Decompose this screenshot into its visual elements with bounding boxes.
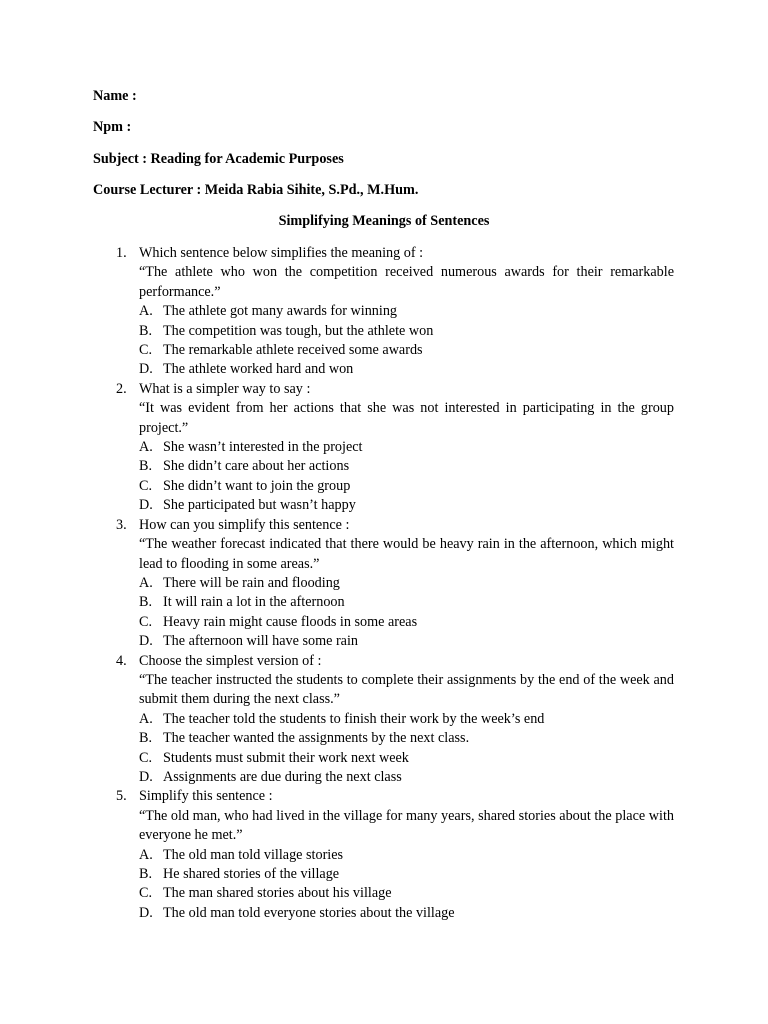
option-list	[139, 574, 674, 652]
student-npm-label: Npm :	[93, 119, 132, 135]
option-text: There will be rain and flooding	[163, 574, 340, 591]
option-b	[139, 593, 674, 612]
question-item	[0, 244, 674, 380]
option-letter: D.	[139, 904, 153, 921]
option-c	[139, 749, 674, 768]
option-letter: C.	[139, 342, 153, 359]
option-b	[139, 729, 674, 748]
option-letter: A.	[139, 574, 153, 591]
option-d	[139, 904, 674, 923]
option-text: The teacher wanted the assignments by the next class.	[163, 730, 470, 747]
question-prompt: Which sentence below simplifies the meaning of :	[139, 245, 424, 261]
option-letter: A.	[139, 303, 153, 320]
question-number: 5.	[116, 788, 127, 805]
option-text: The old man told village stories	[163, 846, 344, 863]
option-text: She didn’t want to join the group	[163, 477, 351, 494]
question-quote: “The athlete who won the competition received numerous awards for their remarkable performance.”	[139, 264, 674, 300]
question-number: 2.	[116, 380, 127, 397]
option-text: The competition was tough, but the athlete won	[163, 322, 434, 339]
course-lecturer-label: Course Lecturer : Meida Rabia Sihite, S.Pd., M.Hum.	[93, 182, 419, 198]
option-d	[139, 360, 674, 379]
option-letter: A.	[139, 710, 153, 727]
option-letter: C.	[139, 749, 153, 766]
option-a	[139, 710, 674, 729]
option-text: Assignments are due during the next class	[163, 768, 402, 785]
option-letter: D.	[139, 361, 153, 378]
question-prompt: Choose the simplest version of :	[139, 652, 322, 669]
option-text: The athlete worked hard and won	[163, 361, 354, 378]
option-a	[139, 438, 674, 457]
question-item	[0, 516, 674, 652]
option-letter: C.	[139, 885, 153, 902]
option-text: He shared stories of the village	[163, 866, 340, 882]
option-text: The teacher told the students to finish their work by the week’s end	[163, 710, 545, 727]
option-a	[139, 846, 674, 865]
question-item	[0, 652, 674, 788]
option-letter: A.	[139, 439, 153, 456]
option-text: It will rain a lot in the afternoon	[163, 594, 345, 611]
option-text: Students must submit their work next week	[163, 749, 409, 766]
question-number: 1.	[116, 245, 127, 261]
option-letter: D.	[139, 768, 153, 785]
subject-label: Subject : Reading for Academic Purposes	[93, 151, 344, 167]
option-c	[139, 884, 674, 903]
option-letter: B.	[139, 866, 153, 882]
option-list	[139, 438, 674, 516]
option-text: The old man told everyone stories about the village	[163, 904, 455, 921]
option-letter: B.	[139, 322, 153, 339]
option-list	[139, 846, 674, 924]
option-b	[139, 457, 674, 476]
question-number: 4.	[116, 652, 127, 669]
option-letter: D.	[139, 633, 153, 650]
option-letter: B.	[139, 730, 153, 747]
option-text: The athlete got many awards for winning	[163, 303, 398, 320]
option-letter: B.	[139, 458, 153, 475]
option-letter: D.	[139, 497, 153, 514]
option-list	[139, 710, 674, 788]
option-a	[139, 574, 674, 593]
option-c	[139, 477, 674, 496]
question-item	[0, 380, 674, 516]
option-a	[139, 302, 674, 321]
question-quote: “The old man, who had lived in the village for many years, shared stories about the place with everyone he met.”	[139, 807, 674, 844]
question-prompt: What is a simpler way to say :	[139, 380, 311, 397]
option-letter: B.	[139, 594, 153, 611]
option-d	[139, 496, 674, 515]
question-number: 3.	[116, 516, 127, 533]
option-d	[139, 632, 674, 651]
option-letter: C.	[139, 613, 153, 630]
question-prompt: Simplify this sentence :	[139, 788, 273, 805]
option-text: She didn’t care about her actions	[163, 458, 350, 475]
option-text: The man shared stories about his village	[163, 885, 392, 902]
option-c	[139, 613, 674, 632]
option-text: She wasn’t interested in the project	[163, 439, 363, 456]
option-text: The afternoon will have some rain	[163, 633, 359, 650]
option-letter: C.	[139, 477, 153, 494]
option-text: The remarkable athlete received some awards	[163, 342, 423, 359]
page-title: Simplifying Meanings of Sentences	[278, 213, 490, 229]
question-item	[0, 787, 674, 923]
option-list	[139, 302, 674, 380]
option-text: Heavy rain might cause floods in some areas	[163, 613, 418, 630]
question-quote: “The weather forecast indicated that there would be heavy rain in the afternoon, which might lead to flooding in some areas.”	[139, 536, 674, 572]
student-name-label: Name :	[93, 88, 137, 104]
question-list	[0, 244, 768, 923]
option-text: She participated but wasn’t happy	[163, 497, 356, 514]
question-quote: “The teacher instructed the students to complete their assignments by the end of the week and submit them during the next class.”	[139, 671, 674, 708]
option-letter: A.	[139, 846, 153, 863]
option-c	[139, 341, 674, 360]
question-prompt: How can you simplify this sentence :	[139, 516, 350, 533]
option-b	[139, 322, 674, 341]
question-quote: “It was evident from her actions that she was not interested in participating in the group project.”	[139, 400, 674, 436]
option-b	[139, 865, 674, 884]
option-d	[139, 768, 674, 787]
